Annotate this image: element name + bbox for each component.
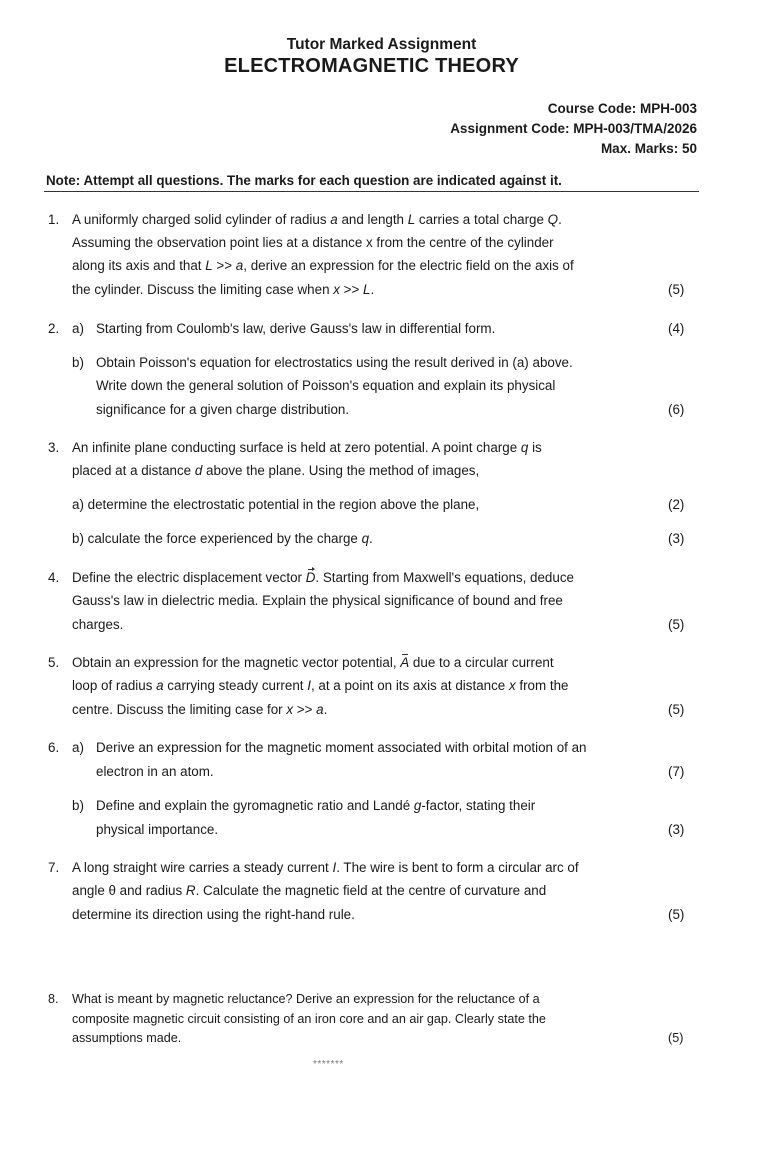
question-text-line: Derive an expression for the magnetic moment associated with orbital motion of an bbox=[96, 740, 587, 755]
part-text: determine the electrostatic potential in the region above the plane, bbox=[87, 497, 480, 512]
question-text-line: Obtain an expression for the magnetic vector potential, A due to a circular current bbox=[72, 655, 554, 670]
question-text-line: the cylinder. Discuss the limiting case when x >> L. bbox=[72, 282, 375, 297]
question-text-line: Write down the general solution of Poisson's equation and explain its physical bbox=[96, 378, 556, 393]
document-title: Tutor Marked Assignment bbox=[286, 36, 477, 53]
question-text-line: charges. bbox=[72, 617, 124, 632]
max-marks: Max. Marks: 50 bbox=[600, 141, 697, 156]
question-text-line: composite magnetic circuit consisting of an iron core and an air gap. Clearly state the bbox=[72, 1012, 546, 1026]
course-code: Course Code: MPH-003 bbox=[547, 101, 697, 116]
question-text-line: Define and explain the gyromagnetic ratio and Landé g-factor, stating their bbox=[96, 798, 536, 813]
part-label: a) bbox=[72, 321, 84, 336]
question-text-line: Starting from Coulomb's law, derive Gauss's law in differential form. bbox=[96, 321, 496, 336]
part-label: b) bbox=[72, 355, 84, 370]
subject-title: ELECTROMAGNETIC THEORY bbox=[224, 55, 519, 77]
question-marks: (5) bbox=[668, 702, 685, 717]
part-label: a) bbox=[72, 497, 84, 512]
question-text-line: b) calculate the force experienced by the charge q. bbox=[72, 531, 373, 546]
question-text-line: angle θ and radius R. Calculate the magnetic field at the centre of curvature and bbox=[72, 883, 547, 898]
vector-a-symbol: A bbox=[400, 655, 410, 670]
question-text-line: An infinite plane conducting surface is held at zero potential. A point charge q is bbox=[72, 440, 542, 455]
question-marks: (5) bbox=[668, 617, 685, 632]
question-marks: (5) bbox=[668, 1031, 684, 1045]
question-text-line: What is meant by magnetic reluctance? Derive an expression for the reluctance of a bbox=[72, 992, 540, 1006]
part-label: a) bbox=[72, 740, 84, 755]
instructions-note: Note: Attempt all questions. The marks for each question are indicated against it. bbox=[46, 173, 562, 188]
question-marks: (7) bbox=[668, 764, 685, 779]
question-text-line: Assuming the observation point lies at a distance x from the centre of the cylinder bbox=[72, 235, 554, 250]
header-divider bbox=[44, 191, 699, 192]
question-text-line bbox=[72, 497, 479, 512]
question-number: 1. bbox=[48, 212, 60, 227]
question-marks: (5) bbox=[668, 282, 685, 297]
question-text-line: electron in an atom. bbox=[96, 764, 214, 779]
question-text-line: centre. Discuss the limiting case for x >> a. bbox=[72, 702, 328, 717]
question-number: 3. bbox=[48, 440, 60, 455]
question-text-line: along its axis and that L >> a, derive an expression for the electric field on the axis of bbox=[72, 258, 574, 273]
question-text-line: significance for a given charge distribution. bbox=[96, 402, 350, 417]
question-text-line: physical importance. bbox=[96, 822, 219, 837]
assignment-code: Assignment Code: MPH-003/TMA/2026 bbox=[450, 121, 697, 136]
question-marks: (5) bbox=[668, 907, 685, 922]
question-text-line: loop of radius a carrying steady current I, at a point on its axis at distance x from the bbox=[72, 678, 569, 693]
question-number: 4. bbox=[48, 570, 60, 585]
question-text-line: determine its direction using the right-hand rule. bbox=[72, 907, 355, 922]
question-marks: (6) bbox=[668, 402, 685, 417]
part-label: b) bbox=[72, 798, 84, 813]
question-text-line: placed at a distance d above the plane. Using the method of images, bbox=[72, 463, 480, 478]
question-text-line: A long straight wire carries a steady current I. The wire is bent to form a circular arc of bbox=[72, 860, 579, 875]
question-text-line: assumptions made. bbox=[72, 1031, 182, 1045]
question-number: 2. bbox=[48, 321, 60, 336]
question-text-line: Gauss's law in dielectric media. Explain the physical significance of bound and free bbox=[72, 593, 563, 608]
question-marks: (4) bbox=[668, 321, 685, 336]
part-label: b) bbox=[72, 531, 84, 546]
question-number: 6. bbox=[48, 740, 60, 755]
question-number: 5. bbox=[48, 655, 60, 670]
vector-d-symbol: D bbox=[305, 570, 316, 585]
question-number: 8. bbox=[48, 992, 59, 1006]
end-marker: ******* bbox=[313, 1059, 344, 1070]
question-marks: (3) bbox=[668, 531, 685, 546]
question-text-line: Obtain Poisson's equation for electrostatics using the result derived in (a) above. bbox=[96, 355, 573, 370]
question-number: 7. bbox=[48, 860, 60, 875]
question-text-line: A uniformly charged solid cylinder of radius a and length L carries a total charge Q. bbox=[72, 212, 562, 227]
question-marks: (3) bbox=[668, 822, 685, 837]
question-text-line: Define the electric displacement vector D. Starting from Maxwell's equations, deduce bbox=[72, 570, 574, 585]
question-marks: (2) bbox=[668, 497, 685, 512]
